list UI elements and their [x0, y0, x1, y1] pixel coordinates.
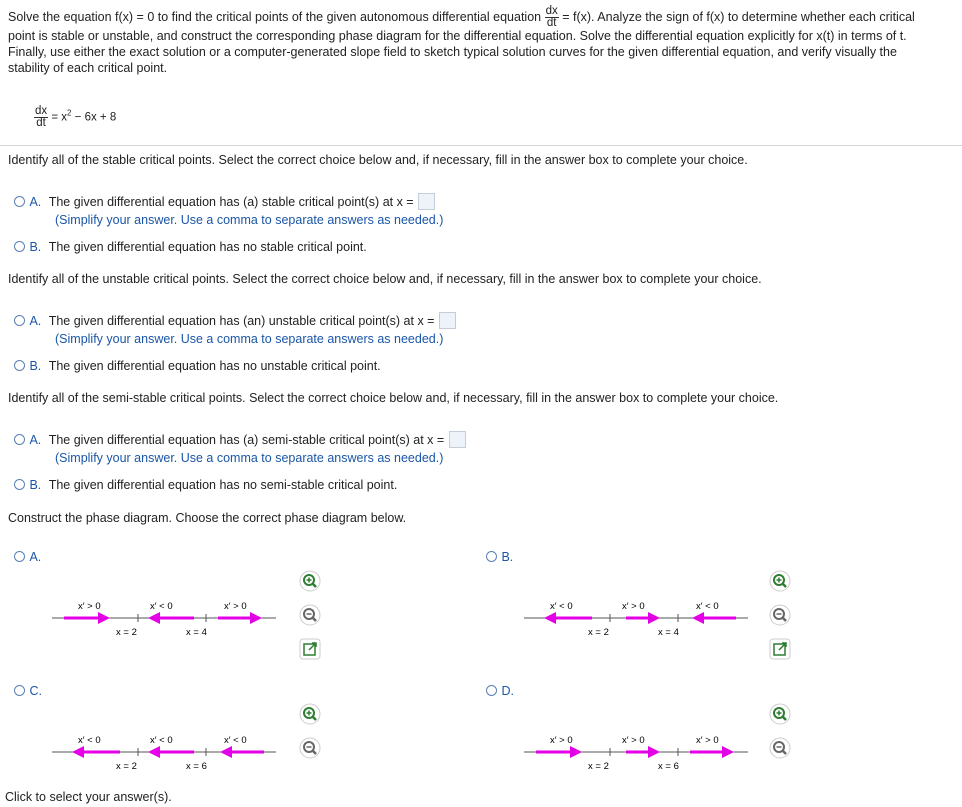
sign-label-1: x′ > 0 — [78, 601, 101, 612]
diagram-option-c[interactable] — [14, 682, 42, 700]
dx-dt-fraction — [545, 6, 559, 29]
q1-a-letter: A. — [29, 195, 42, 209]
arrow-right-1 — [570, 746, 582, 758]
critical-point-2: x = 4 — [186, 627, 207, 638]
sign-label-1: x′ > 0 — [550, 735, 573, 746]
q3-option-a[interactable] — [14, 431, 466, 449]
critical-point-1: x = 2 — [116, 627, 137, 638]
q2-a-text: The given differential equation has (an) unstable critical point(s) at x = — [48, 314, 435, 328]
diagram-option-a[interactable] — [14, 548, 41, 566]
intro-line4: stability of each critical point. — [8, 61, 168, 75]
differential-equation — [34, 106, 116, 129]
q2-b-letter: B. — [29, 359, 42, 373]
sign-label-1: x′ < 0 — [550, 601, 573, 612]
arrow-left-2 — [148, 612, 160, 624]
q1-option-b[interactable] — [14, 238, 367, 256]
diagram-a-letter: A. — [29, 550, 42, 564]
q1-a-text: The given differential equation has (a) stable critical point(s) at x = — [48, 195, 414, 209]
intro-line2: point is stable or unstable, and construct the corresponding phase diagram for the differential equation. Solve the differential equation explicitly for x(t) in terms of t. — [8, 29, 907, 43]
intro-line1-pre: Solve the equation f(x) = 0 to find the critical points of the given autonomous differential equation — [8, 9, 542, 24]
critical-point-2: x = 6 — [186, 761, 207, 772]
expand-icon[interactable] — [299, 638, 321, 660]
q1-radio-b[interactable] — [14, 241, 25, 252]
q3-radio-a[interactable] — [14, 434, 25, 445]
intro-line1-post: = f(x). Analyze the sign of f(x) to determine whether each critical — [562, 9, 915, 24]
diagram-radio-d[interactable] — [486, 685, 497, 696]
q2-option-a[interactable] — [14, 312, 456, 330]
sign-label-3: x′ < 0 — [696, 601, 719, 612]
arrow-right-3 — [250, 612, 262, 624]
q3-answer-box[interactable] — [449, 431, 466, 448]
q1-a-hint: (Simplify your answer. Use a comma to separate answers as needed.) — [55, 213, 444, 227]
q3-a-text: The given differential equation has (a) semi-stable critical point(s) at x = — [48, 433, 445, 447]
zoom-out-icon[interactable] — [299, 737, 321, 759]
diagram-option-d[interactable] — [486, 682, 514, 700]
q3-b-letter: B. — [29, 478, 42, 492]
q2-a-letter: A. — [29, 314, 42, 328]
sign-label-2: x′ < 0 — [150, 735, 173, 746]
eq-den: dt — [36, 117, 46, 129]
critical-point-1: x = 2 — [116, 761, 137, 772]
frac-den: dt — [546, 17, 557, 29]
q3-b-text: The given differential equation has no semi-stable critical point. — [48, 478, 398, 492]
q3-a-letter: A. — [29, 433, 42, 447]
sign-label-2: x′ < 0 — [150, 601, 173, 612]
phase-diagram-a — [50, 595, 280, 645]
q2-a-hint: (Simplify your answer. Use a comma to separate answers as needed.) — [55, 332, 444, 346]
arrow-left-1 — [72, 746, 84, 758]
arrow-right-2 — [648, 612, 660, 624]
arrow-right-1 — [98, 612, 110, 624]
q2-b-text: The given differential equation has no unstable critical point. — [48, 359, 381, 373]
diagram-radio-c[interactable] — [14, 685, 25, 696]
divider — [0, 145, 962, 146]
footer-instruction: Click to select your answer(s). — [5, 790, 172, 804]
diagram-d-letter: D. — [501, 684, 514, 698]
arrow-right-2 — [648, 746, 660, 758]
sign-label-1: x′ < 0 — [78, 735, 101, 746]
q4-prompt: Construct the phase diagram. Choose the correct phase diagram below. — [8, 511, 407, 525]
arrow-right-3 — [722, 746, 734, 758]
arrow-left-1 — [544, 612, 556, 624]
critical-point-1: x = 2 — [588, 627, 609, 638]
eq-rhs-post: − 6x + 8 — [71, 111, 117, 124]
zoom-out-icon[interactable] — [299, 604, 321, 626]
expand-icon[interactable] — [769, 638, 791, 660]
arrow-left-2 — [148, 746, 160, 758]
q1-prompt: Identify all of the stable critical points. Select the correct choice below and, if necessary, fill in the answer box to complete your choice. — [8, 153, 748, 167]
sign-label-2: x′ > 0 — [622, 735, 645, 746]
q3-option-b[interactable] — [14, 476, 397, 494]
q1-b-text: The given differential equation has no stable critical point. — [48, 240, 367, 254]
critical-point-2: x = 4 — [658, 627, 679, 638]
sign-label-3: x′ > 0 — [696, 735, 719, 746]
q1-radio-a[interactable] — [14, 196, 25, 207]
frac-num: dx — [545, 5, 558, 17]
phase-diagram-c — [50, 729, 280, 779]
q3-prompt: Identify all of the semi-stable critical points. Select the correct choice below and, if necessary, fill in the answer box to complete your choice. — [8, 391, 779, 405]
zoom-in-icon[interactable] — [299, 703, 321, 725]
sign-label-3: x′ > 0 — [224, 601, 247, 612]
sign-label-3: x′ < 0 — [224, 735, 247, 746]
eq-exp: 2 — [67, 108, 72, 118]
zoom-in-icon[interactable] — [299, 570, 321, 592]
q1-option-a[interactable] — [14, 193, 435, 211]
q2-answer-box[interactable] — [439, 312, 456, 329]
q1-answer-box[interactable] — [418, 193, 435, 210]
diagram-radio-a[interactable] — [14, 551, 25, 562]
eq-num: dx — [35, 105, 48, 117]
q3-radio-b[interactable] — [14, 479, 25, 490]
zoom-out-icon[interactable] — [769, 737, 791, 759]
arrow-left-3 — [692, 612, 704, 624]
intro-line3: Finally, use either the exact solution or a computer-generated slope field to sketch typical solution curves for the given differential equation, and verify visually the — [8, 45, 897, 59]
arrow-left-3 — [220, 746, 232, 758]
critical-point-1: x = 2 — [588, 761, 609, 772]
problem-statement — [8, 6, 958, 76]
diagram-option-b[interactable] — [486, 548, 513, 566]
zoom-in-icon[interactable] — [769, 570, 791, 592]
zoom-in-icon[interactable] — [769, 703, 791, 725]
phase-diagram-d — [522, 729, 752, 779]
q2-radio-b[interactable] — [14, 360, 25, 371]
q2-option-b[interactable] — [14, 357, 381, 375]
zoom-out-icon[interactable] — [769, 604, 791, 626]
sign-label-2: x′ > 0 — [622, 601, 645, 612]
q1-b-letter: B. — [29, 240, 42, 254]
diagram-radio-b[interactable] — [486, 551, 497, 562]
q2-prompt: Identify all of the unstable critical points. Select the correct choice below and, if necessary, fill in the answer box to complete your choice. — [8, 272, 762, 286]
eq-rhs-pre: = x — [51, 111, 68, 124]
diagram-b-letter: B. — [501, 550, 514, 564]
diagram-c-letter: C. — [29, 684, 42, 698]
phase-diagram-b — [522, 595, 752, 645]
q3-a-hint: (Simplify your answer. Use a comma to separate answers as needed.) — [55, 451, 444, 465]
q2-radio-a[interactable] — [14, 315, 25, 326]
critical-point-2: x = 6 — [658, 761, 679, 772]
